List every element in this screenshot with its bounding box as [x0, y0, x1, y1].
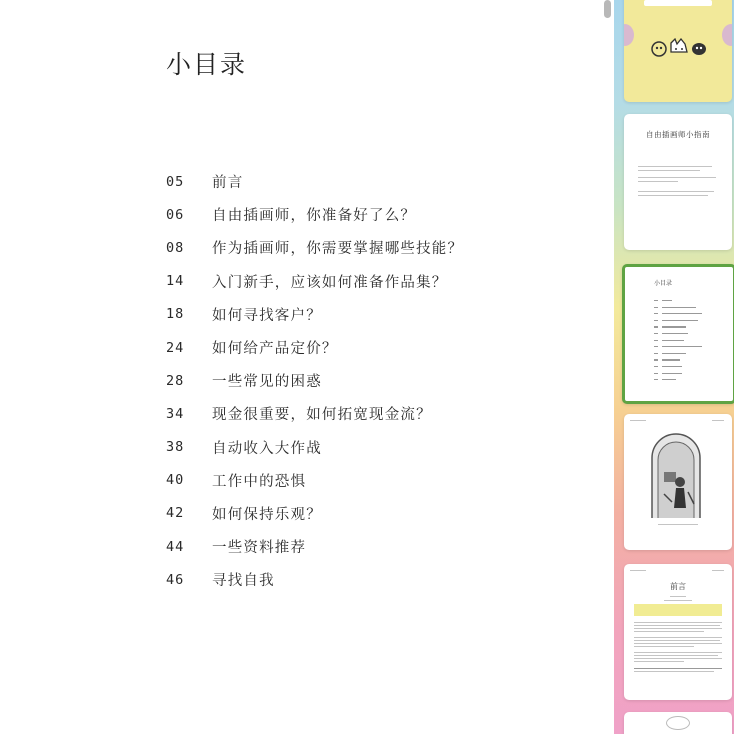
toc-page-number: 42 — [166, 505, 185, 522]
text-line — [634, 655, 718, 656]
thumbnail-toc-text-line — [662, 300, 672, 301]
toc-entry-title: 如何给产品定价？ — [212, 341, 338, 358]
thumbnail-toc-page-line — [654, 359, 658, 360]
text-line — [634, 628, 722, 629]
toc-entry[interactable] — [166, 563, 586, 596]
page-thumbnail-toc[interactable] — [622, 264, 734, 404]
text-line — [634, 640, 720, 641]
thumbnail-toc-page-line — [654, 320, 658, 321]
caption-line — [658, 524, 698, 525]
toc-entry-title: 一些资料推荐 — [212, 540, 307, 557]
toc-entry-title: 工作中的恐惧 — [212, 473, 307, 490]
scrollbar-thumb[interactable] — [604, 0, 611, 18]
text-line — [664, 600, 692, 601]
page-decoration — [666, 716, 690, 730]
thumbnail-toc-text-line — [662, 373, 682, 374]
page-thumbnail-intro[interactable] — [624, 114, 732, 250]
text-line — [634, 658, 722, 659]
text-line — [634, 625, 720, 626]
text-line — [634, 652, 722, 653]
text-line — [638, 166, 712, 167]
text-line — [634, 643, 722, 644]
thumbnail-toc-page-line — [654, 340, 658, 341]
toc-entry[interactable] — [166, 364, 586, 397]
toc-entry[interactable] — [166, 464, 586, 497]
toc-entry[interactable] — [166, 497, 586, 530]
thumbnail-toc-page-line — [654, 379, 658, 380]
toc-entry[interactable] — [166, 265, 586, 298]
thumbnail-toc-text-line — [662, 313, 702, 314]
toc-entry-title: 现金很重要，如何拓宽现金流？ — [212, 407, 432, 424]
toc-entry-title: 自由插画师，你准备好了么？ — [212, 208, 417, 225]
thumbnail-title: 前言 — [670, 582, 686, 591]
thumbnail-sidebar — [614, 0, 734, 734]
toc-entry[interactable] — [166, 165, 586, 198]
text-line — [638, 177, 716, 178]
arch-illustration-icon — [650, 432, 702, 518]
toc-page-number: 44 — [166, 538, 185, 555]
text-line — [638, 195, 708, 196]
text-line — [634, 668, 722, 669]
toc-entry-title: 寻找自我 — [212, 573, 275, 590]
thumbnail-toc-text-line — [662, 366, 682, 367]
text-line — [634, 622, 722, 623]
header-line — [712, 570, 724, 571]
toc-entry-title: 自动收入大作战 — [212, 440, 322, 457]
toc-entry[interactable] — [166, 331, 586, 364]
toc-entry-title: 如何保持乐观？ — [212, 506, 322, 523]
thumbnail-title: 小目录 — [654, 280, 673, 287]
toc-entry[interactable] — [166, 431, 586, 464]
scrollbar-track[interactable] — [600, 0, 614, 734]
cover-label-block — [644, 0, 712, 6]
header-line — [630, 420, 646, 421]
text-line — [670, 596, 686, 597]
toc-entry-title: 一些常见的困惑 — [212, 374, 322, 391]
thumbnail-toc-page-line — [654, 326, 658, 327]
toc-page-number: 06 — [166, 206, 185, 223]
page-thumbnail-preface[interactable] — [624, 564, 732, 700]
toc-page-number: 14 — [166, 273, 185, 290]
toc-entry-title: 前言 — [212, 175, 244, 192]
thumbnail-toc-page-line — [654, 373, 658, 374]
toc-page-number: 05 — [166, 173, 185, 190]
toc-entry[interactable] — [166, 397, 586, 430]
thumbnail-toc-page-line — [654, 353, 658, 354]
thumbnail-toc-text-line — [662, 379, 676, 380]
page-thumbnail-next[interactable] — [624, 712, 732, 734]
text-line — [634, 671, 714, 672]
thumbnail-toc-page-line — [654, 307, 658, 308]
toc-page-number: 40 — [166, 472, 185, 489]
toc-entry[interactable] — [166, 231, 586, 264]
page-thumbnail-cover[interactable] — [624, 0, 732, 102]
thumbnail-title: 自由插画师小指南 — [646, 130, 710, 139]
cover-illustration-icon — [649, 38, 709, 60]
thumbnail-toc-text-line — [662, 340, 684, 341]
thumbnail-toc-text-line — [662, 353, 686, 354]
toc-page-number: 34 — [166, 405, 185, 422]
text-line — [634, 631, 704, 632]
thumbnail-toc-page-line — [654, 300, 658, 301]
thumbnail-toc-text-line — [662, 326, 686, 327]
toc-page-number: 08 — [166, 239, 185, 256]
toc-entry-title: 入门新手，应该如何准备作品集？ — [212, 274, 448, 291]
thumbnail-toc-page-line — [654, 333, 658, 334]
toc-page-number: 18 — [166, 306, 185, 323]
highlight-block — [634, 604, 722, 616]
thumbnail-toc-page-line — [654, 346, 658, 347]
header-line — [630, 570, 646, 571]
toc-page-number: 38 — [166, 439, 185, 456]
thumbnail-toc-page-line — [654, 366, 658, 367]
thumbnail-toc-text-line — [662, 333, 688, 334]
header-line — [712, 420, 724, 421]
thumbnail-toc-page-line — [654, 313, 658, 314]
text-line — [634, 646, 694, 647]
toc-entry-title: 作为插画师，你需要掌握哪些技能？ — [212, 241, 464, 258]
text-line — [638, 191, 714, 192]
toc-page-number: 24 — [166, 339, 185, 356]
cover-decoration — [722, 24, 732, 46]
toc-entry[interactable] — [166, 530, 586, 563]
toc-list — [166, 165, 586, 596]
cover-decoration — [624, 24, 634, 46]
thumbnail-toc-text-line — [662, 307, 696, 308]
text-line — [638, 181, 678, 182]
toc-page-number: 46 — [166, 571, 185, 588]
toc-entry-title: 如何寻找客户？ — [212, 307, 322, 324]
text-line — [638, 170, 700, 171]
page-title: 小目录 — [166, 50, 248, 79]
toc-entry[interactable] — [166, 198, 586, 231]
thumbnail-toc-text-line — [662, 359, 680, 360]
toc-page-number: 28 — [166, 372, 185, 389]
text-line — [634, 637, 722, 638]
text-line — [634, 661, 684, 662]
toc-entry[interactable] — [166, 298, 586, 331]
page-thumbnail-illustration[interactable] — [624, 414, 732, 550]
thumbnail-toc-text-line — [662, 346, 702, 347]
thumbnail-toc-text-line — [662, 320, 698, 321]
